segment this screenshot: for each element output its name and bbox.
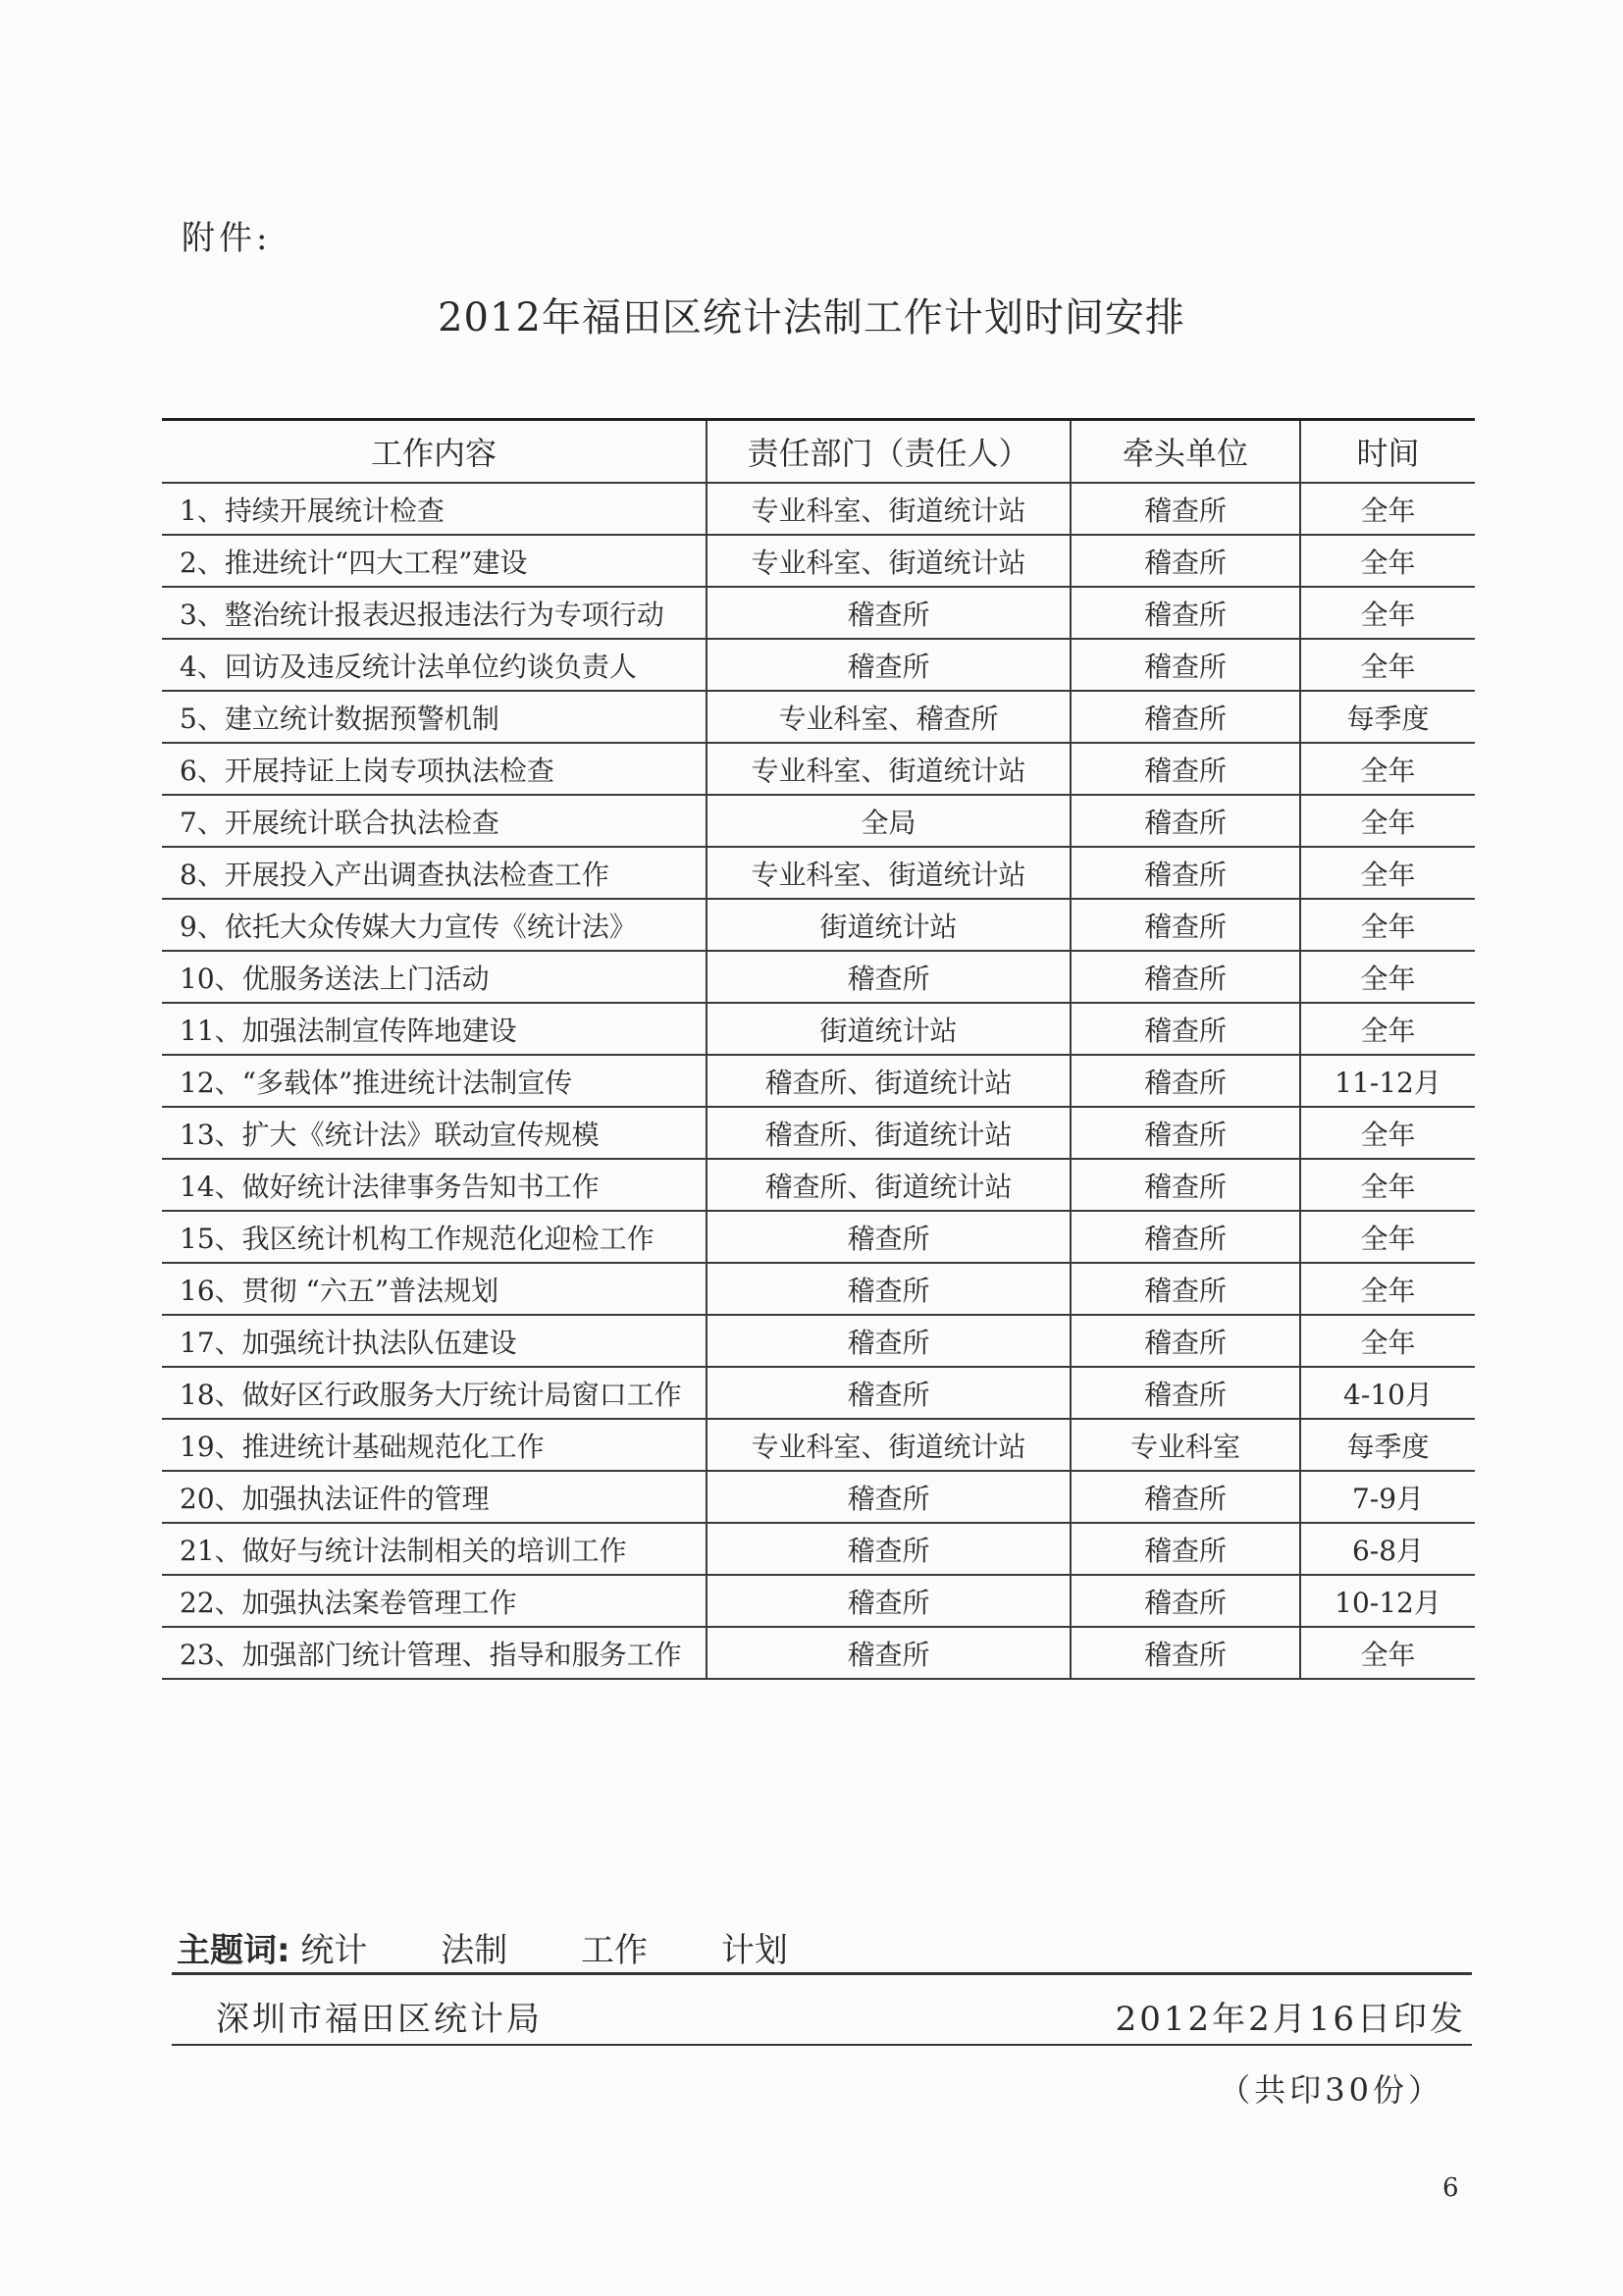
- cell-time: 7-9月: [1300, 1471, 1475, 1523]
- cell-responsible-dept: 专业科室、街道统计站: [707, 743, 1071, 795]
- divider: [172, 2044, 1472, 2046]
- table-row: [162, 795, 1475, 847]
- cell-time: 全年: [1300, 1159, 1475, 1211]
- cell-content: 16、贯彻 “六五”普法规划: [162, 1263, 707, 1315]
- issue-date: 2012年2月16日印发: [1115, 2000, 1466, 2039]
- cell-lead-unit: 稽查所: [1071, 1055, 1300, 1107]
- cell-responsible-dept: 稽查所: [707, 1575, 1071, 1627]
- cell-time: 全年: [1300, 587, 1475, 639]
- table-row: [162, 743, 1475, 795]
- cell-lead-unit: 稽查所: [1071, 743, 1300, 795]
- cell-lead-unit: 稽查所: [1071, 639, 1300, 691]
- cell-lead-unit: 稽查所: [1071, 483, 1300, 535]
- cell-responsible-dept: 全局: [707, 795, 1071, 847]
- cell-lead-unit: 稽查所: [1071, 795, 1300, 847]
- cell-content: 22、加强执法案卷管理工作: [162, 1575, 707, 1627]
- cell-time: 全年: [1300, 1211, 1475, 1263]
- table-body: [162, 483, 1475, 1679]
- table-row: [162, 951, 1475, 1003]
- cell-responsible-dept: 专业科室、稽查所: [707, 691, 1071, 743]
- table-row: [162, 1159, 1475, 1211]
- cell-responsible-dept: 专业科室、街道统计站: [707, 483, 1071, 535]
- table-row: [162, 483, 1475, 535]
- cell-responsible-dept: 稽查所、街道统计站: [707, 1107, 1071, 1159]
- cell-lead-unit: 稽查所: [1071, 587, 1300, 639]
- cell-responsible-dept: 稽查所、街道统计站: [707, 1159, 1071, 1211]
- cell-responsible-dept: 稽查所: [707, 1263, 1071, 1315]
- copies-note: （共印30份）: [1219, 2071, 1443, 2109]
- cell-content: 15、我区统计机构工作规范化迎检工作: [162, 1211, 707, 1263]
- table-row: [162, 1419, 1475, 1471]
- cell-time: 全年: [1300, 1107, 1475, 1159]
- cell-time: 每季度: [1300, 691, 1475, 743]
- cell-responsible-dept: 稽查所: [707, 1315, 1071, 1367]
- cell-time: 全年: [1300, 743, 1475, 795]
- header-content: 工作内容: [162, 420, 707, 484]
- cell-responsible-dept: 稽查所: [707, 1367, 1071, 1419]
- cell-content: 13、扩大《统计法》联动宣传规模: [162, 1107, 707, 1159]
- cell-content: 2、推进统计“四大工程”建设: [162, 535, 707, 587]
- cell-time: 6-8月: [1300, 1523, 1475, 1575]
- cell-content: 11、加强法制宣传阵地建设: [162, 1003, 707, 1055]
- issuer: 深圳市福田区统计局: [216, 2000, 543, 2039]
- attachment-label: 附件:: [182, 219, 272, 258]
- cell-time: 全年: [1300, 1627, 1475, 1679]
- table-row: [162, 587, 1475, 639]
- keyword: 统计: [300, 1931, 368, 1970]
- keyword: 计划: [720, 1931, 788, 1970]
- cell-responsible-dept: 稽查所、街道统计站: [707, 1055, 1071, 1107]
- table-row: [162, 1575, 1475, 1627]
- cell-responsible-dept: 稽查所: [707, 951, 1071, 1003]
- cell-content: 12、“多载体”推进统计法制宣传: [162, 1055, 707, 1107]
- cell-time: 11-12月: [1300, 1055, 1475, 1107]
- table-row: [162, 1107, 1475, 1159]
- cell-responsible-dept: 稽查所: [707, 587, 1071, 639]
- cell-lead-unit: 稽查所: [1071, 1211, 1300, 1263]
- cell-lead-unit: 稽查所: [1071, 1471, 1300, 1523]
- cell-content: 7、开展统计联合执法检查: [162, 795, 707, 847]
- cell-content: 17、加强统计执法队伍建设: [162, 1315, 707, 1367]
- cell-responsible-dept: 稽查所: [707, 1627, 1071, 1679]
- table-row: [162, 1523, 1475, 1575]
- cell-lead-unit: 稽查所: [1071, 1263, 1300, 1315]
- cell-time: 每季度: [1300, 1419, 1475, 1471]
- divider: [172, 1972, 1472, 1975]
- cell-content: 1、持续开展统计检查: [162, 483, 707, 535]
- cell-responsible-dept: 街道统计站: [707, 1003, 1071, 1055]
- cell-lead-unit: 专业科室: [1071, 1419, 1300, 1471]
- table-row: [162, 1055, 1475, 1107]
- cell-lead-unit: 稽查所: [1071, 1159, 1300, 1211]
- table-row: [162, 847, 1475, 899]
- cell-lead-unit: 稽查所: [1071, 1575, 1300, 1627]
- cell-lead-unit: 稽查所: [1071, 1523, 1300, 1575]
- document-title: 2012年福田区统计法制工作计划时间安排: [438, 295, 1185, 340]
- cell-responsible-dept: 稽查所: [707, 1471, 1071, 1523]
- table-row: [162, 1627, 1475, 1679]
- cell-lead-unit: 稽查所: [1071, 1367, 1300, 1419]
- cell-content: 6、开展持证上岗专项执法检查: [162, 743, 707, 795]
- cell-responsible-dept: 稽查所: [707, 639, 1071, 691]
- cell-lead-unit: 稽查所: [1071, 535, 1300, 587]
- cell-content: 8、开展投入产出调查执法检查工作: [162, 847, 707, 899]
- cell-lead-unit: 稽查所: [1071, 1315, 1300, 1367]
- cell-content: 20、加强执法证件的管理: [162, 1471, 707, 1523]
- cell-content: 10、优服务送法上门活动: [162, 951, 707, 1003]
- cell-content: 19、推进统计基础规范化工作: [162, 1419, 707, 1471]
- cell-content: 4、回访及违反统计法单位约谈负责人: [162, 639, 707, 691]
- table-row: [162, 535, 1475, 587]
- cell-time: 10-12月: [1300, 1575, 1475, 1627]
- cell-time: 全年: [1300, 483, 1475, 535]
- keyword: 法制: [441, 1931, 508, 1970]
- work-plan-table: [162, 418, 1475, 1680]
- cell-lead-unit: 稽查所: [1071, 691, 1300, 743]
- cell-time: 全年: [1300, 951, 1475, 1003]
- cell-content: 14、做好统计法律事务告知书工作: [162, 1159, 707, 1211]
- table-header-row: [162, 420, 1475, 484]
- page-number: 6: [1442, 2173, 1459, 2203]
- cell-lead-unit: 稽查所: [1071, 847, 1300, 899]
- table-row: [162, 1263, 1475, 1315]
- cell-time: 全年: [1300, 847, 1475, 899]
- cell-time: 全年: [1300, 1003, 1475, 1055]
- cell-content: 21、做好与统计法制相关的培训工作: [162, 1523, 707, 1575]
- cell-time: 全年: [1300, 535, 1475, 587]
- cell-responsible-dept: 稽查所: [707, 1523, 1071, 1575]
- table-row: [162, 1367, 1475, 1419]
- header-time: 时间: [1300, 420, 1475, 484]
- table-row: [162, 1003, 1475, 1055]
- table-row: [162, 899, 1475, 951]
- keywords-label: 主题词:: [177, 1931, 290, 1970]
- cell-responsible-dept: 专业科室、街道统计站: [707, 1419, 1071, 1471]
- cell-time: 全年: [1300, 899, 1475, 951]
- cell-time: 全年: [1300, 1315, 1475, 1367]
- cell-content: 3、整治统计报表迟报违法行为专项行动: [162, 587, 707, 639]
- cell-time: 4-10月: [1300, 1367, 1475, 1419]
- table-row: [162, 1471, 1475, 1523]
- cell-responsible-dept: 专业科室、街道统计站: [707, 847, 1071, 899]
- cell-time: 全年: [1300, 639, 1475, 691]
- keyword: 工作: [581, 1931, 649, 1970]
- table-row: [162, 691, 1475, 743]
- cell-lead-unit: 稽查所: [1071, 1107, 1300, 1159]
- header-responsible-dept: 责任部门（责任人）: [707, 420, 1071, 484]
- subject-keywords: [177, 1923, 851, 1971]
- cell-time: 全年: [1300, 795, 1475, 847]
- cell-lead-unit: 稽查所: [1071, 951, 1300, 1003]
- table-row: [162, 1315, 1475, 1367]
- table-row: [162, 1211, 1475, 1263]
- cell-responsible-dept: 街道统计站: [707, 899, 1071, 951]
- cell-content: 5、建立统计数据预警机制: [162, 691, 707, 743]
- header-lead-unit: 牵头单位: [1071, 420, 1300, 484]
- cell-time: 全年: [1300, 1263, 1475, 1315]
- cell-lead-unit: 稽查所: [1071, 1003, 1300, 1055]
- cell-responsible-dept: 稽查所: [707, 1211, 1071, 1263]
- cell-content: 9、依托大众传媒大力宣传《统计法》: [162, 899, 707, 951]
- cell-content: 23、加强部门统计管理、指导和服务工作: [162, 1627, 707, 1679]
- cell-content: 18、做好区行政服务大厅统计局窗口工作: [162, 1367, 707, 1419]
- cell-responsible-dept: 专业科室、街道统计站: [707, 535, 1071, 587]
- table-row: [162, 639, 1475, 691]
- cell-lead-unit: 稽查所: [1071, 899, 1300, 951]
- cell-lead-unit: 稽查所: [1071, 1627, 1300, 1679]
